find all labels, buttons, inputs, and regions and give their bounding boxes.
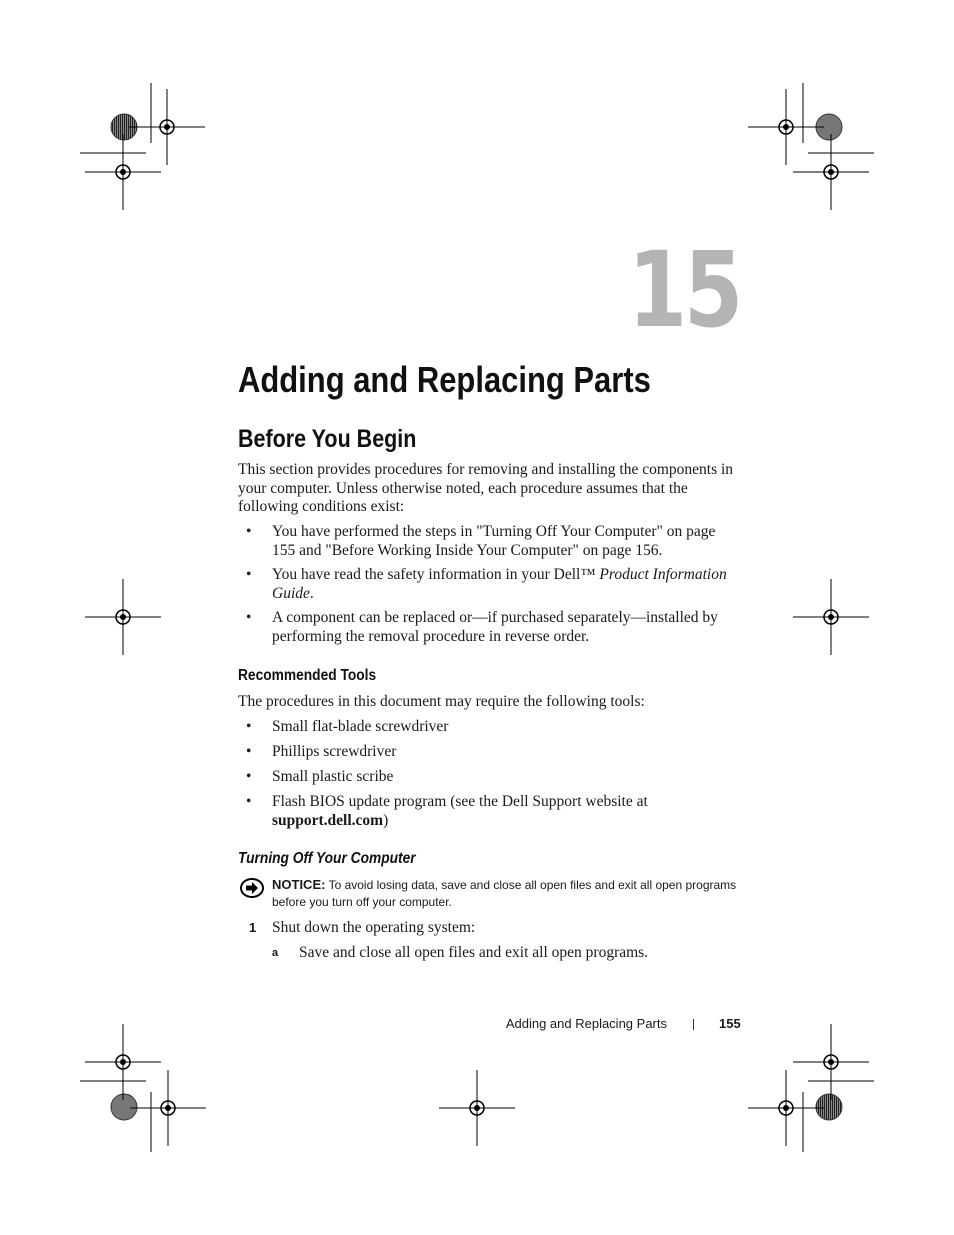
tool-text: Small plastic scribe <box>272 767 394 785</box>
footer-chapter-title: Adding and Replacing Parts <box>505 1016 667 1031</box>
step-text: Shut down the operating system: <box>272 919 476 936</box>
list-item <box>238 523 738 560</box>
bullet: • <box>246 742 252 760</box>
bullet: • <box>246 566 252 584</box>
recommended-tools-heading: Recommended Tools <box>238 667 377 684</box>
notice-label: NOTICE: <box>272 877 326 892</box>
list-item <box>238 793 738 830</box>
bullet: • <box>246 767 252 785</box>
substep-text: Save and close all open files and exit all open programs. <box>299 944 649 961</box>
condition-text: You have read the safety information in your Dell™ <box>272 566 600 584</box>
bullet: • <box>246 609 252 627</box>
notice-text: To avoid losing data, save and close all open files and exit all open programs before you turn off your computer. <box>272 878 737 909</box>
notice-box <box>240 876 740 911</box>
product-guide-title: Product Information Guide <box>272 566 727 602</box>
tool-text-end: ) <box>383 811 389 829</box>
list-item <box>238 768 738 787</box>
bullet: • <box>246 718 252 735</box>
substep-letter: a <box>272 947 279 959</box>
tool-text: Phillips screwdriver <box>272 742 397 760</box>
condition-text: You have performed the steps in "Turning Off Your Computer" on page 155 and "Before Working Inside Your Computer" on page 156. <box>272 523 716 559</box>
bullet: • <box>246 792 252 810</box>
list-item <box>238 609 738 646</box>
bullet: • <box>246 523 252 540</box>
support-website-link[interactable]: support.dell.com <box>272 811 384 829</box>
turning-off-heading: Turning Off Your Computer <box>238 850 416 867</box>
tools-list <box>238 718 738 830</box>
condition-text-end: . <box>309 584 314 602</box>
section-intro: This section provides procedures for removing and installing the components in your computer. Unless otherwise noted, each procedure assumes that the following conditions exist: <box>238 461 734 516</box>
list-item <box>238 718 738 737</box>
tool-text: Small flat-blade screwdriver <box>272 718 449 735</box>
chapter-number: 15 <box>627 229 740 351</box>
notice-arrow-icon <box>240 878 264 903</box>
conditions-list <box>238 523 738 647</box>
list-item <box>238 743 738 762</box>
condition-text: A component can be replaced or—if purchased separately—installed by performing the removal procedure in reverse order. <box>272 609 718 645</box>
step-number: 1 <box>249 920 257 935</box>
footer-divider <box>693 1019 694 1030</box>
list-item <box>238 566 738 603</box>
tools-intro: The procedures in this document may require the following tools: <box>238 693 645 710</box>
page-number: 155 <box>719 1016 741 1031</box>
section-title: Before You Begin <box>238 425 417 453</box>
chapter-title: Adding and Replacing Parts <box>238 359 651 400</box>
tool-text: Flash BIOS update program (see the Dell Support website at <box>272 792 648 810</box>
